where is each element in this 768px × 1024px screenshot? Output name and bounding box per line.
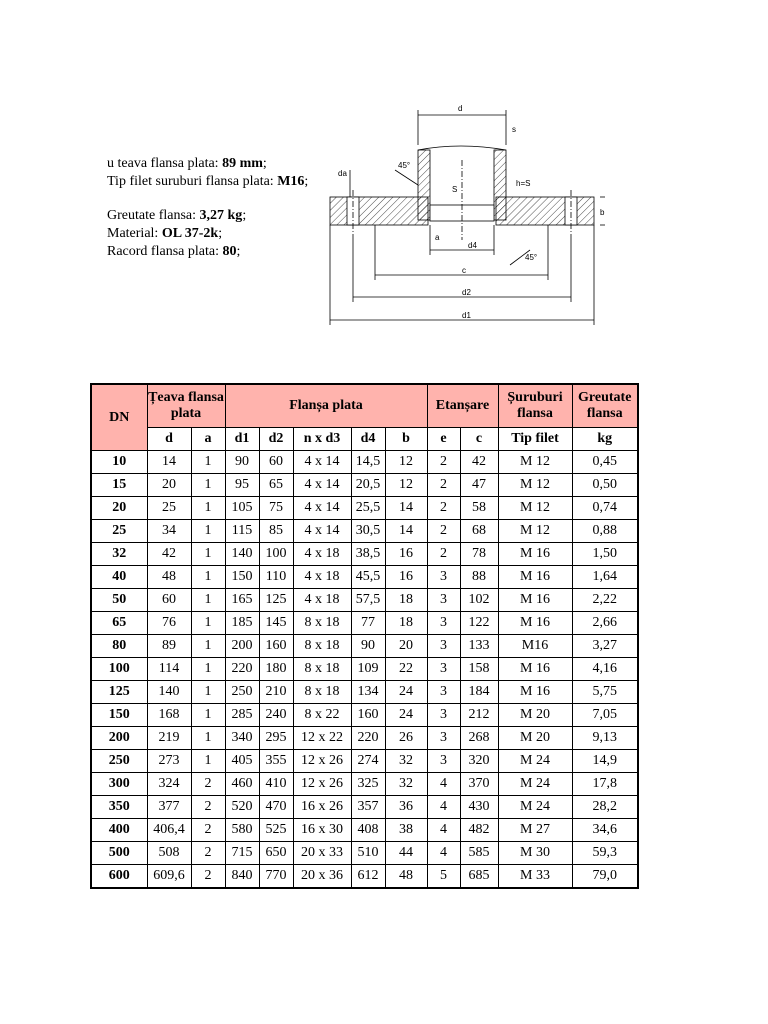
table-cell: 17,8 — [572, 773, 638, 796]
table-cell: 612 — [351, 865, 385, 889]
table-cell: 508 — [147, 842, 191, 865]
table-cell: 12 — [385, 451, 427, 474]
table-cell: 0,45 — [572, 451, 638, 474]
table-cell: 114 — [147, 658, 191, 681]
table-cell: 89 — [147, 635, 191, 658]
table-cell: 122 — [460, 612, 498, 635]
table-cell: 184 — [460, 681, 498, 704]
table-cell: 48 — [385, 865, 427, 889]
table-cell: 160 — [259, 635, 293, 658]
info-connection: Racord flansa plata: 80; — [107, 244, 241, 259]
table-cell: 295 — [259, 727, 293, 750]
table-cell: 3 — [427, 658, 460, 681]
table-cell: 2 — [191, 865, 225, 889]
subheader-cell: d4 — [351, 428, 385, 451]
drawing-label-d: d — [458, 104, 463, 113]
table-cell: 1,50 — [572, 543, 638, 566]
table-cell: M 16 — [498, 612, 572, 635]
table-cell: 34 — [147, 520, 191, 543]
table-cell: 14 — [385, 520, 427, 543]
table-cell: 100 — [259, 543, 293, 566]
subheader-cell: a — [191, 428, 225, 451]
table-cell: M 12 — [498, 497, 572, 520]
table-cell: 3 — [427, 635, 460, 658]
table-row — [91, 842, 638, 865]
subheader-cell: b — [385, 428, 427, 451]
table-cell: 4 x 14 — [293, 520, 351, 543]
table-cell: 1 — [191, 451, 225, 474]
table-cell: 160 — [351, 704, 385, 727]
table-cell: 20 — [147, 474, 191, 497]
table-cell: 133 — [460, 635, 498, 658]
table-cell: 8 x 18 — [293, 681, 351, 704]
dn-cell: 250 — [91, 750, 147, 773]
table-cell: 18 — [385, 589, 427, 612]
table-row — [91, 681, 638, 704]
dn-cell: 65 — [91, 612, 147, 635]
table-cell: 377 — [147, 796, 191, 819]
table-row — [91, 773, 638, 796]
table-cell: M 33 — [498, 865, 572, 889]
table-cell: 57,5 — [351, 589, 385, 612]
table-cell: 4 — [427, 819, 460, 842]
table-cell: M 16 — [498, 566, 572, 589]
table-cell: 145 — [259, 612, 293, 635]
table-cell: 3 — [427, 612, 460, 635]
table-cell: M 27 — [498, 819, 572, 842]
table-row — [91, 451, 638, 474]
table-cell: 75 — [259, 497, 293, 520]
table-cell: 355 — [259, 750, 293, 773]
table-cell: 140 — [147, 681, 191, 704]
drawing-label-angle-top: 45° — [398, 161, 411, 170]
table-row — [91, 566, 638, 589]
table-cell: M 16 — [498, 681, 572, 704]
table-row — [91, 635, 638, 658]
table-cell: 2 — [427, 474, 460, 497]
table-cell: 47 — [460, 474, 498, 497]
table-cell: 12 x 26 — [293, 773, 351, 796]
table-cell: 3,27 — [572, 635, 638, 658]
flange-technical-drawing — [320, 100, 605, 330]
header-suruburi: Șuruburi flansa — [498, 384, 572, 428]
table-cell: 79,0 — [572, 865, 638, 889]
table-row — [91, 796, 638, 819]
dn-cell: 300 — [91, 773, 147, 796]
table-row — [91, 520, 638, 543]
table-cell: 1 — [191, 520, 225, 543]
table-cell: 406,4 — [147, 819, 191, 842]
table-cell: 212 — [460, 704, 498, 727]
table-cell: 4 x 18 — [293, 543, 351, 566]
table-cell: 0,50 — [572, 474, 638, 497]
table-cell: 16 x 26 — [293, 796, 351, 819]
table-cell: 4,16 — [572, 658, 638, 681]
dn-cell: 350 — [91, 796, 147, 819]
table-cell: 4 x 14 — [293, 497, 351, 520]
table-cell: 3 — [427, 589, 460, 612]
table-cell: 12 x 22 — [293, 727, 351, 750]
table-cell: 90 — [225, 451, 259, 474]
table-cell: M 12 — [498, 474, 572, 497]
table-cell: 25 — [147, 497, 191, 520]
table-cell: 273 — [147, 750, 191, 773]
table-cell: 715 — [225, 842, 259, 865]
table-cell: 285 — [225, 704, 259, 727]
table-cell: 8 x 18 — [293, 658, 351, 681]
table-cell: 2 — [191, 842, 225, 865]
table-cell: 9,13 — [572, 727, 638, 750]
drawing-label-h-s: h=S — [516, 179, 531, 188]
table-cell: 340 — [225, 727, 259, 750]
table-cell: M 24 — [498, 796, 572, 819]
table-cell: 36 — [385, 796, 427, 819]
table-cell: 525 — [259, 819, 293, 842]
table-cell: 1 — [191, 612, 225, 635]
drawing-label-d2: d2 — [462, 288, 471, 297]
table-cell: 0,74 — [572, 497, 638, 520]
table-cell: 4 x 14 — [293, 451, 351, 474]
table-cell: 90 — [351, 635, 385, 658]
drawing-label-da: da — [338, 169, 347, 178]
table-cell: 585 — [460, 842, 498, 865]
table-cell: 110 — [259, 566, 293, 589]
table-cell: M 16 — [498, 658, 572, 681]
header-teava: Țeava flansa plata — [147, 384, 225, 428]
table-cell: 200 — [225, 635, 259, 658]
table-cell: 20 x 33 — [293, 842, 351, 865]
table-cell: 268 — [460, 727, 498, 750]
table-cell: 42 — [460, 451, 498, 474]
table-cell: 12 x 26 — [293, 750, 351, 773]
table-cell: 20 — [385, 635, 427, 658]
dn-cell: 50 — [91, 589, 147, 612]
table-cell: 38 — [385, 819, 427, 842]
table-cell: 357 — [351, 796, 385, 819]
table-cell: 185 — [225, 612, 259, 635]
subheader-cell: n x d3 — [293, 428, 351, 451]
table-cell: 840 — [225, 865, 259, 889]
dn-cell: 80 — [91, 635, 147, 658]
table-cell: 24 — [385, 681, 427, 704]
table-cell: 770 — [259, 865, 293, 889]
table-cell: 1 — [191, 750, 225, 773]
table-cell: 510 — [351, 842, 385, 865]
table-row — [91, 658, 638, 681]
subheader-cell: c — [460, 428, 498, 451]
drawing-label-b: b — [600, 208, 605, 217]
table-cell: 220 — [225, 658, 259, 681]
table-cell: 1 — [191, 497, 225, 520]
info-thread-type: Tip filet suruburi flansa plata: M16; — [107, 174, 309, 189]
header-dn: DN — [91, 384, 147, 451]
table-cell: 26 — [385, 727, 427, 750]
subheader-cell: d1 — [225, 428, 259, 451]
table-cell: 320 — [460, 750, 498, 773]
table-cell: 324 — [147, 773, 191, 796]
table-row — [91, 704, 638, 727]
table-cell: 2 — [427, 520, 460, 543]
table-cell: 42 — [147, 543, 191, 566]
drawing-label-s: s — [512, 125, 516, 134]
table-cell: 14,9 — [572, 750, 638, 773]
table-cell: 240 — [259, 704, 293, 727]
table-cell: 88 — [460, 566, 498, 589]
table-cell: 78 — [460, 543, 498, 566]
table-cell: 1,64 — [572, 566, 638, 589]
table-cell: 460 — [225, 773, 259, 796]
table-cell: 22 — [385, 658, 427, 681]
table-cell: M 30 — [498, 842, 572, 865]
table-cell: 150 — [225, 566, 259, 589]
table-cell: 1 — [191, 704, 225, 727]
table-cell: 2,22 — [572, 589, 638, 612]
info-material: Material: OL 37-2k; — [107, 226, 223, 241]
table-cell: M 20 — [498, 727, 572, 750]
table-cell: 48 — [147, 566, 191, 589]
table-cell: 28,2 — [572, 796, 638, 819]
drawing-label-S: S — [452, 185, 458, 194]
flange-dimensions-table — [90, 383, 639, 889]
table-cell: 210 — [259, 681, 293, 704]
table-cell: 3 — [427, 727, 460, 750]
table-cell: 650 — [259, 842, 293, 865]
table-cell: 3 — [427, 704, 460, 727]
table-cell: 68 — [460, 520, 498, 543]
table-cell: 370 — [460, 773, 498, 796]
subheader-cell: d2 — [259, 428, 293, 451]
table-cell: 4 x 18 — [293, 589, 351, 612]
table-row — [91, 819, 638, 842]
table-cell: 18 — [385, 612, 427, 635]
dn-cell: 10 — [91, 451, 147, 474]
table-cell: 2 — [427, 543, 460, 566]
table-cell: 2 — [191, 819, 225, 842]
header-flansa: Flanșa plata — [225, 384, 427, 428]
table-cell: 520 — [225, 796, 259, 819]
table-cell: 165 — [225, 589, 259, 612]
table-row — [91, 865, 638, 889]
table-cell: 134 — [351, 681, 385, 704]
table-cell: M 20 — [498, 704, 572, 727]
table-cell: 482 — [460, 819, 498, 842]
table-cell: 180 — [259, 658, 293, 681]
dn-cell: 32 — [91, 543, 147, 566]
table-cell: 32 — [385, 750, 427, 773]
table-cell: 59,3 — [572, 842, 638, 865]
table-cell: 16 x 30 — [293, 819, 351, 842]
table-cell: 410 — [259, 773, 293, 796]
subheader-cell: kg — [572, 428, 638, 451]
drawing-label-d4: d4 — [468, 241, 477, 250]
drawing-label-angle-bottom: 45° — [525, 253, 538, 262]
table-cell: 12 — [385, 474, 427, 497]
table-cell: 14 — [147, 451, 191, 474]
dn-cell: 150 — [91, 704, 147, 727]
table-cell: 2 — [191, 796, 225, 819]
info-pipe-diameter: u teava flansa plata: 89 mm; — [107, 156, 267, 171]
table-cell: 4 — [427, 842, 460, 865]
info-weight: Greutate flansa: 3,27 kg; — [107, 208, 247, 223]
table-cell: 20,5 — [351, 474, 385, 497]
table-cell: 105 — [225, 497, 259, 520]
table-cell: 8 x 22 — [293, 704, 351, 727]
table-cell: 8 x 18 — [293, 612, 351, 635]
table-cell: 95 — [225, 474, 259, 497]
dn-cell: 25 — [91, 520, 147, 543]
table-cell: 45,5 — [351, 566, 385, 589]
table-cell: 470 — [259, 796, 293, 819]
dn-cell: 15 — [91, 474, 147, 497]
table-row — [91, 589, 638, 612]
table-cell: 158 — [460, 658, 498, 681]
dn-cell: 600 — [91, 865, 147, 889]
subheader-cell: d — [147, 428, 191, 451]
table-cell: 1 — [191, 543, 225, 566]
table-cell: 274 — [351, 750, 385, 773]
table-cell: 102 — [460, 589, 498, 612]
table-cell: 30,5 — [351, 520, 385, 543]
table-cell: 34,6 — [572, 819, 638, 842]
subheader-cell: e — [427, 428, 460, 451]
table-cell: 14,5 — [351, 451, 385, 474]
table-cell: 77 — [351, 612, 385, 635]
table-cell: M 16 — [498, 543, 572, 566]
table-cell: 1 — [191, 566, 225, 589]
table-cell: 14 — [385, 497, 427, 520]
table-cell: 250 — [225, 681, 259, 704]
table-cell: 25,5 — [351, 497, 385, 520]
table-cell: 76 — [147, 612, 191, 635]
table-cell: 2 — [191, 773, 225, 796]
table-cell: 109 — [351, 658, 385, 681]
table-cell: 4 x 18 — [293, 566, 351, 589]
header-etansare: Etanșare — [427, 384, 498, 428]
table-cell: 85 — [259, 520, 293, 543]
table-cell: 60 — [147, 589, 191, 612]
table-row — [91, 750, 638, 773]
table-cell: 125 — [259, 589, 293, 612]
table-cell: M16 — [498, 635, 572, 658]
table-cell: 140 — [225, 543, 259, 566]
dn-cell: 20 — [91, 497, 147, 520]
table-cell: 405 — [225, 750, 259, 773]
table-cell: 3 — [427, 566, 460, 589]
dn-cell: 125 — [91, 681, 147, 704]
drawing-label-a: a — [435, 233, 440, 242]
table-cell: 5 — [427, 865, 460, 889]
table-cell: 430 — [460, 796, 498, 819]
table-cell: M 12 — [498, 520, 572, 543]
table-cell: 32 — [385, 773, 427, 796]
dn-cell: 200 — [91, 727, 147, 750]
table-row — [91, 474, 638, 497]
table-cell: 20 x 36 — [293, 865, 351, 889]
table-body — [91, 451, 638, 889]
table-row — [91, 612, 638, 635]
table-cell: M 16 — [498, 589, 572, 612]
table-cell: 609,6 — [147, 865, 191, 889]
table-cell: M 12 — [498, 451, 572, 474]
table-cell: 7,05 — [572, 704, 638, 727]
table-cell: 58 — [460, 497, 498, 520]
table-cell: 24 — [385, 704, 427, 727]
subheader-cell: Tip filet — [498, 428, 572, 451]
table-cell: 325 — [351, 773, 385, 796]
dn-cell: 100 — [91, 658, 147, 681]
table-cell: 3 — [427, 681, 460, 704]
table-cell: 1 — [191, 589, 225, 612]
table-cell: 3 — [427, 750, 460, 773]
table-cell: 38,5 — [351, 543, 385, 566]
table-cell: M 24 — [498, 750, 572, 773]
table-cell: 2 — [427, 451, 460, 474]
header-greutate: Greutate flansa — [572, 384, 638, 428]
table-cell: 408 — [351, 819, 385, 842]
table-cell: 1 — [191, 681, 225, 704]
table-cell: 4 — [427, 796, 460, 819]
table-cell: 220 — [351, 727, 385, 750]
table-row — [91, 543, 638, 566]
flange-info — [107, 155, 308, 261]
table-cell: 0,88 — [572, 520, 638, 543]
table-cell: 4 — [427, 773, 460, 796]
table-cell: 580 — [225, 819, 259, 842]
table-cell: 1 — [191, 474, 225, 497]
table-cell: M 24 — [498, 773, 572, 796]
dn-cell: 40 — [91, 566, 147, 589]
table-cell: 5,75 — [572, 681, 638, 704]
drawing-label-c: c — [462, 266, 466, 275]
table-row — [91, 497, 638, 520]
table-cell: 115 — [225, 520, 259, 543]
table-cell: 1 — [191, 727, 225, 750]
table-cell: 2 — [427, 497, 460, 520]
table-row — [91, 727, 638, 750]
table-cell: 4 x 14 — [293, 474, 351, 497]
table-cell: 65 — [259, 474, 293, 497]
table-cell: 60 — [259, 451, 293, 474]
dn-cell: 500 — [91, 842, 147, 865]
drawing-label-d1: d1 — [462, 311, 471, 320]
table-cell: 44 — [385, 842, 427, 865]
subheader-row — [91, 428, 638, 451]
table-cell: 2,66 — [572, 612, 638, 635]
table-cell: 1 — [191, 658, 225, 681]
table-cell: 16 — [385, 543, 427, 566]
table-cell: 685 — [460, 865, 498, 889]
table-cell: 1 — [191, 635, 225, 658]
table-cell: 16 — [385, 566, 427, 589]
table-cell: 8 x 18 — [293, 635, 351, 658]
table-cell: 219 — [147, 727, 191, 750]
dn-cell: 400 — [91, 819, 147, 842]
table-cell: 168 — [147, 704, 191, 727]
